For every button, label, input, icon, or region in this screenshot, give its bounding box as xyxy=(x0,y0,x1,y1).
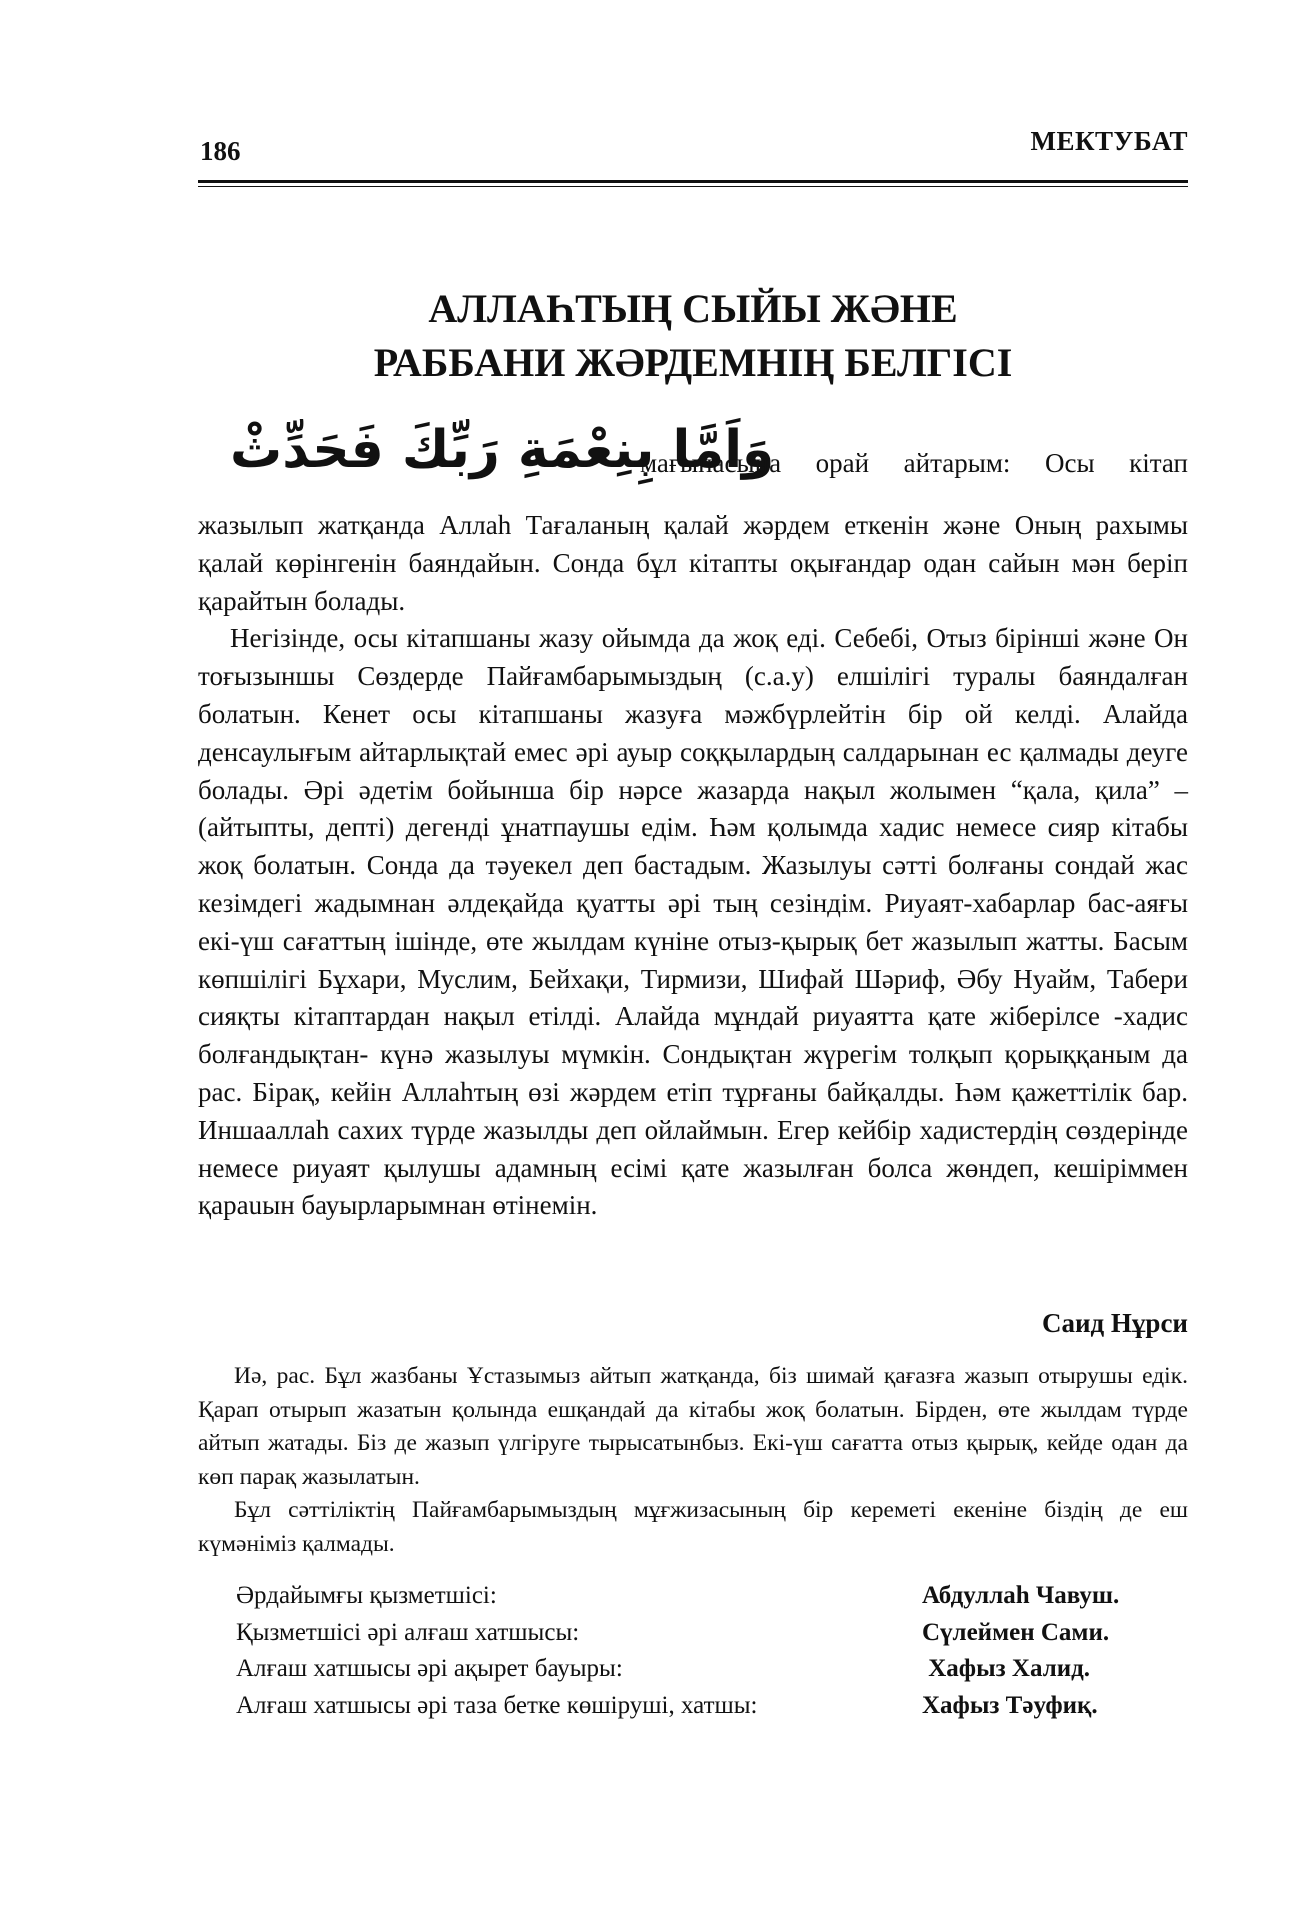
signer-row xyxy=(236,1688,1176,1725)
page-number: 186 xyxy=(200,136,241,166)
chapter-title xyxy=(198,282,1188,390)
note-paragraph: Иә, рас. Бұл жазбаны Ұстазымыз айтып жатқанда, біз шимай қағазға жазып отырушы едік. Қарап отырып жазатын қолында ешқандай да кітабы жоқ болатын. Бірден, өте жылдам түрде айтып жатады. Біз де жазып үлгіруге тырысатынбыз. Екі-үш сағатта отыз қырық, кейде одан да көп парақ жазылатын. xyxy=(198,1363,1188,1490)
paragraph: Негізінде, осы кітапшаны жазу ойымда да жоқ еді. Себебі, Отыз бірінші және Он тоғызыншы Сөздерде Пайғамбарымыздың (с.а.у) елшілігі туралы баяндалған болатын. Кенет осы кітапшаны жазуға мәжбүрлейтін бір ой келді. Алайда денсаулығым айтарлықтай емес әрі ауыр соққылардың салдарынан ес қалмады деуге болады. Әрі әдетім бойынша бір нәрсе жазарда нақыл жолымен “қала, қила” – (айтыпты, депті) дегенді ұнатпаушы едім. Һәм қолымда хадис немесе сияр кітабы жоқ болатын. Сонда да тәуекел деп бастадым. Жазылуы сәтті болғаны сондай жас кезімдегі жадымнан әлдеқайда қуатты әрі тың сезіндім. Риуаят-хабарлар бас-аяғы екі-үш сағаттың ішінде, өте жылдам күніне отыз-қырық бет жазылып жатты. Басым көпшілігі Бұхари, Муслим, Бейхақи, Тирмизи, Шифай Шәриф, Әбу Нуайм, Табери сияқты кітаптардан нақыл етілді. Алайда мұндай риуаятта қате жіберілсе -хадис болғандықтан- күнә жазылуы мүмкін. Сондықтан жүрегім толқып қорыққаным да рас. Бірақ, кейін Аллаһтың өзі жәрдем етіп тұрғаны байқалды. Һәм қажеттілік бар. Иншааллаһ сахих түрде жазылды деп ойлаймын. Егер кейбір хадистердің сөздерінде немесе риуаят қылушы адамның есімі қате жазылған болса жөндеп, кешіріммен қараuын бауырларымнан өтінемін. xyxy=(198,623,1188,1221)
signer-name: Сүлеймен Сами. xyxy=(922,1618,1110,1646)
signer-role: Алғаш хатшысы әрі ақырет бауыры: xyxy=(236,1655,623,1682)
note-paragraph: Бұл сәттіліктің Пайғамбарымыздың мұғжизасының бір кереметі екеніне біздің де еш күмәніміз қалмады. xyxy=(198,1497,1188,1557)
running-title: МЕКТУБАТ xyxy=(1030,126,1188,156)
signer-row xyxy=(236,1578,1176,1615)
title-line-2: РАББАНИ ЖӘРДЕМНІҢ БЕЛГІСІ xyxy=(373,340,1013,385)
signer-name: Хафыз Халид. xyxy=(922,1655,1091,1682)
signer-role: Қызметшісі әрі алғаш хатшысы: xyxy=(236,1618,580,1646)
arabic-verse: وَاَمَّا بِنِعْمَةِ رَبِّكَ فَحَدِّثْ xyxy=(230,420,775,480)
signer-role: Әрдайымғы қызметшісі: xyxy=(236,1582,497,1609)
header-rule-thin xyxy=(198,186,1188,187)
author-signature: Саид Нұрси xyxy=(1041,1308,1188,1338)
header-rule-thick xyxy=(198,180,1188,183)
paragraph: жазылып жатқанда Аллаһ Тағаланың қалай жәрдем еткенін және Оның рахымы қалай көрінгенін баяндайын. Сонда бұл кітапты оқығандар одан сайын мән беріп қарайтын болады. xyxy=(198,510,1188,616)
signer-row xyxy=(236,1615,1176,1652)
signer-name: Абдуллаһ Чавуш. xyxy=(922,1582,1120,1609)
signer-name: Хафыз Тәуфиқ. xyxy=(922,1691,1098,1719)
title-line-1: АЛЛАҺТЫҢ СЫЙЫ ЖӘНЕ xyxy=(428,286,958,331)
scribes-note xyxy=(198,1360,1188,1561)
main-body xyxy=(198,507,1188,1225)
signers-list xyxy=(236,1578,1176,1724)
signer-row xyxy=(236,1651,1176,1688)
signer-role: Алғаш хатшысы әрі таза бетке көшіруші, хатшы: xyxy=(236,1691,758,1719)
first-line-text: мағынасына орай айтарым: Осы кітап xyxy=(640,448,1188,478)
